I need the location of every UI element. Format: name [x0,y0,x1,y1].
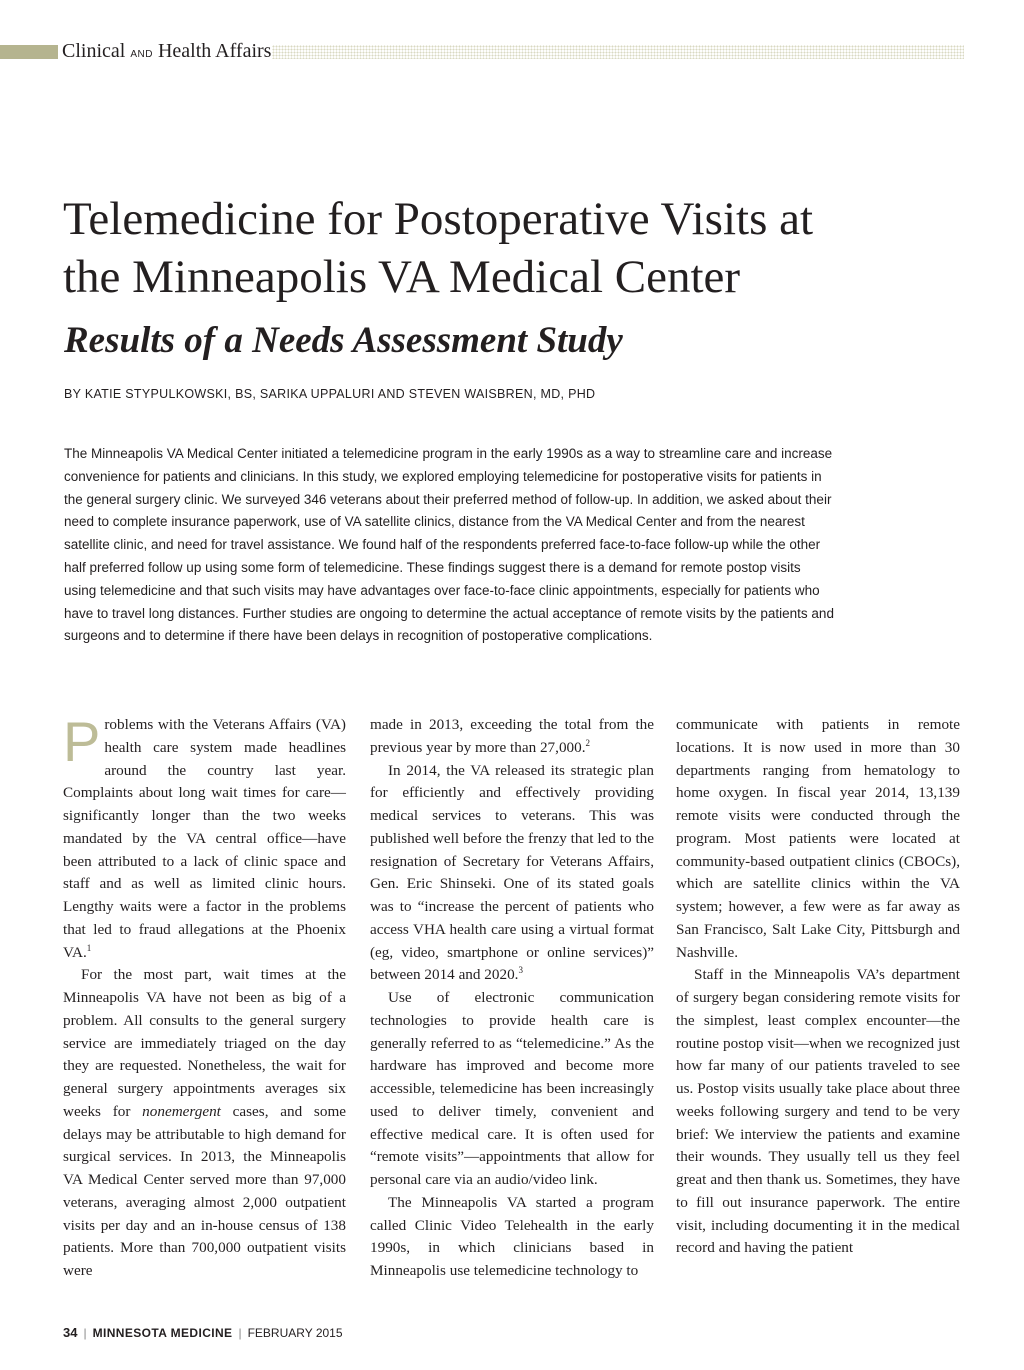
article-title [63,190,963,306]
footer-separator: | [83,1326,87,1340]
section-title-left: Clinical [62,40,126,62]
section-accent-bar [0,45,58,59]
page-number: 34 [63,1325,78,1340]
body-column-2 [370,714,654,1283]
article-byline: BY KATIE STYPULKOWSKI, BS, SARIKA UPPALURI AND STEVEN WAISBREN, MD, PHD [64,387,596,401]
drop-cap: P [63,710,101,773]
body-paragraph-2-emphasis: nonemergent [142,1102,221,1120]
body-paragraph-5: communicate with patients in remote locations. It is now used in more than 30 departments ranging from hematology to home oxygen. In fiscal year 2014, 13,139 remote visits were conducted through the program. Most patients were located at community-based outpatient clinics (CBOCs), which are satellite clinics within the VA system; however, a few were as far away as San Francisco, Salt Lake City, Pittsburgh and Nashville. [676,716,960,961]
body-paragraph-1 [63,710,346,964]
body-paragraph-2-text-b: cases, and some delays may be attributable to high demand for surgical services. In 2013, the Minneapolis VA Medical Center served more than 97,000 veterans, averaging almost 2,000 outpatient visits per day and an in-house census of 138 patients. More than 700,000 outpatient visits were [63,1102,346,1279]
body-paragraph-3-text: In 2014, the VA released its strategic plan for efficiently and effectively providing medical services to veterans. This was published well before the frenzy that led to the resignation of Secretary for Veterans Affairs, Gen. Eric Shinseki. One of its stated goals was to “increase the percent of patients who access VHA health care using a virtual format (eg, video, smartphone or online services)” between 2014 and 2020. [370,761,654,984]
body-paragraph-2-continued-text: made in 2013, exceeding the total from the previous year by more than 27,000. [370,716,654,756]
body-column-1 [63,710,346,1283]
body-paragraph-2-text-a: For the most part, wait times at the Minneapolis VA have not been as big of a problem. All consults to the general surgery service are immediately triaged on the day they are requested. Nonetheless, the wait for general surgery appointments averages six weeks for [63,966,346,1120]
section-title-right: Health Affairs [157,40,272,62]
body-column-3 [676,714,960,1260]
footnote-ref-3: 3 [518,965,523,976]
article-title-line-2: the Minneapolis VA Medical Center [63,251,741,303]
section-title [62,38,271,68]
section-header [0,38,964,64]
body-paragraph-5-start: The Minneapolis VA started a program called Clinic Video Telehealth in the early 1990s, in which clinicians based in Minneapolis use telemedicine technology to [370,1193,654,1279]
article-abstract: The Minneapolis VA Medical Center initiated a telemedicine program in the early 1990s as a way to streamline care and increase convenience for patients and clinicians. In this study, we explored employing telemedicine for postoperative visits for patients in the general surgery clinic. We surveyed 346 veterans about their preferred method of follow-up. In addition, we asked about their need to complete insurance paperwork, use of VA satellite clinics, distance from the VA Medical Center and from the nearest satellite clinic, and need for travel assistance. We found half of the respondents preferred face-to-face follow-up while the other half preferred follow up using some form of telemedicine. These findings suggest there is a demand for remote postop visits using telemedicine and that such visits may have advantages over face-to-face clinic appointments, especially for patients who have to travel long distances. Further studies are ongoing to determine the actual acceptance of remote visits by the patients and surgeons and to determine if there have been delays in recognition of postoperative complications. [64,446,834,644]
body-paragraph-4: Use of electronic communication technologies to provide health care is generally referred to as “telemedicine.” As the hardware has improved and become more accessible, telemedicine has been increasingly used to deliver timely, convenient and effective medical care. It is often used for “remote visits”—appointments that allow for personal care via an audio/video link. [370,989,654,1188]
issue-date: FEBRUARY 2015 [247,1326,343,1340]
article-title-line-1: Telemedicine for Postoperative Visits at [63,193,814,245]
footnote-ref-1: 1 [86,942,92,953]
section-title-and: AND [130,49,153,60]
page-footer [63,1325,343,1340]
footnote-ref-2: 2 [585,737,591,748]
section-dot-pattern [272,45,964,59]
body-paragraph-1-text: roblems with the Veterans Affairs (VA) health care system made headlines around the country last year. Complaints about long wait times for care—significantly longer than the two weeks mandated by the VA central office—have been attributed to a lack of clinic space and staff and as well as limited clinic hours. Lengthy waits were a factor in the problems that led to fraud allegations at the Phoenix VA. [63,716,346,961]
footer-separator: | [238,1326,242,1340]
body-paragraph-2 [63,964,346,1283]
article-subtitle: Results of a Needs Assessment Study [64,320,623,361]
body-paragraph-2-continued [370,714,654,760]
body-paragraph-6: Staff in the Minneapolis VA’s department of surgery began considering remote visits for the simplest, least complex encounter—the routine postop visit—when we recognized just how far many of our patients traveled to see us. Postop visits usually take place about three weeks following surgery and tend to be very brief: We interview the patients and examine their wounds. They usually tell us they feel great and then thank us. Sometimes, they have to fill out insurance paperwork. The entire visit, including documenting it in the medical record and having the patient [676,966,960,1257]
body-paragraph-3 [370,760,654,988]
magazine-name: MINNESOTA MEDICINE [92,1326,233,1340]
